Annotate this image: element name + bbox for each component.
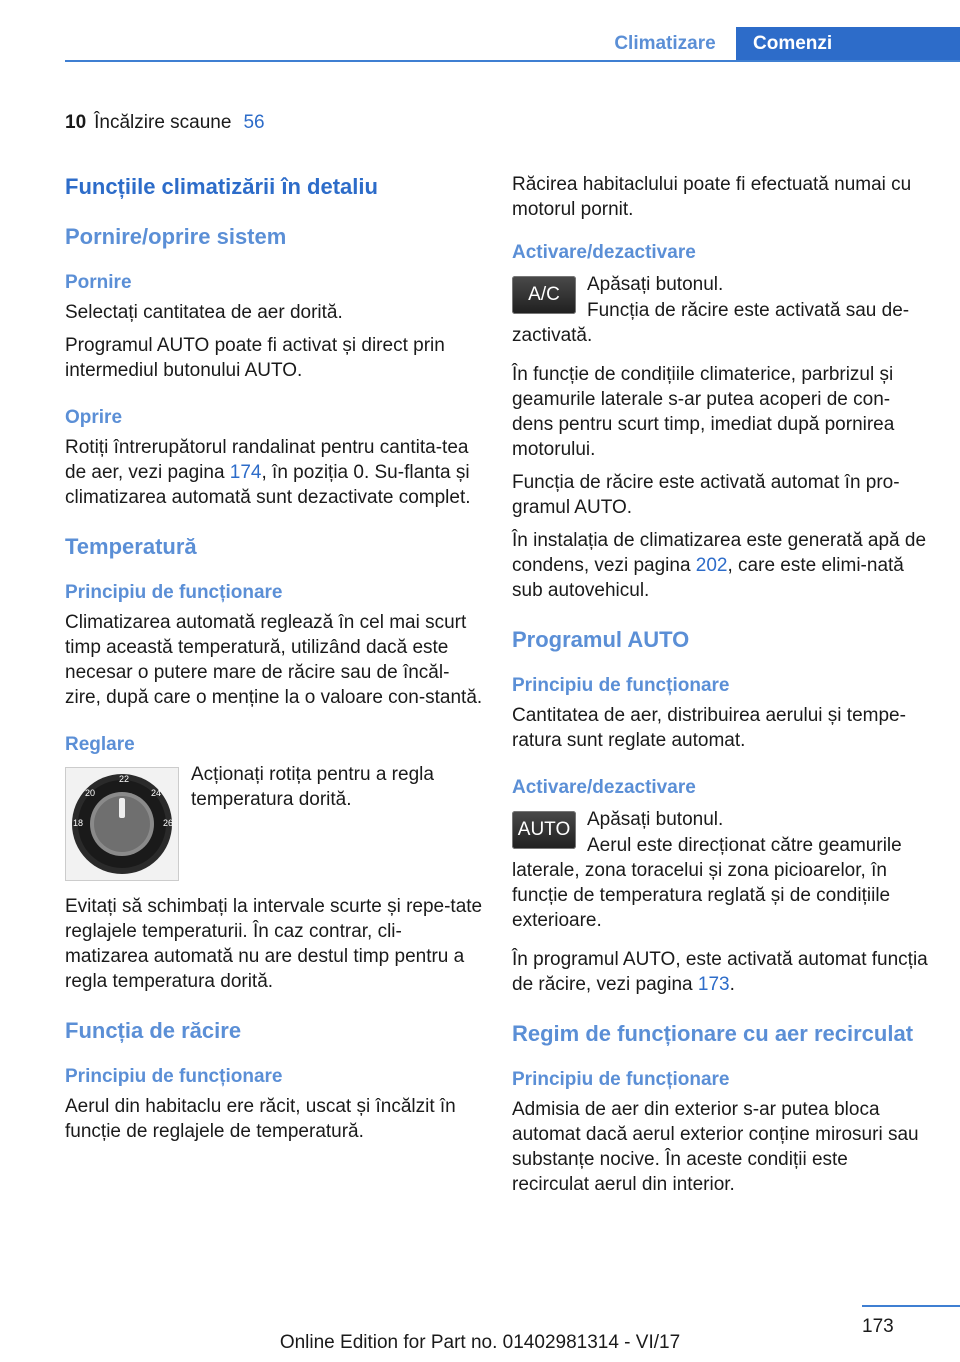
- heading-system: Pornire/oprire sistem: [65, 224, 287, 249]
- dial-label-18: 18: [72, 818, 84, 828]
- para-condensation: În funcție de condițiile climaterice, parbrizul și geamurile laterale s-ar putea acoperi de con-dens pentru scurt timp, imediat după pornirea motorului.: [512, 364, 895, 460]
- auto-button-icon: AUTO: [512, 811, 576, 849]
- temperature-dial-icon: [65, 767, 179, 881]
- para-adjust: Acționați rotița pentru a regla temperatura dorită.: [191, 764, 434, 810]
- heading-principle-4: Principiu de funcționare: [512, 1069, 730, 1090]
- heading-cooling: Funcția de răcire: [65, 1018, 242, 1043]
- dial-label-26: 26: [162, 818, 174, 828]
- dial-label-24: 24: [150, 788, 162, 798]
- link-page-202[interactable]: 202: [695, 555, 728, 576]
- heading-activate-1: Activare/dezactivare: [512, 242, 696, 263]
- ref-number: 10: [65, 112, 87, 133]
- heading-recirculation: Regim de funcționare cu aer recirculat: [512, 1021, 914, 1046]
- para-press-1: Apăsați butonul.: [587, 274, 724, 295]
- para-in-auto: [512, 947, 930, 997]
- para-in-auto-text-b: .: [729, 974, 735, 995]
- heading-auto: Programul AUTO: [512, 627, 690, 652]
- dial-label-22: 22: [118, 774, 130, 784]
- para-auto-cool: Funcția de răcire este activată automat în pro-gramul AUTO.: [512, 472, 900, 518]
- para-water-text-a: În instalația de climatizarea este generată apă de condens, vezi pagina: [512, 530, 927, 576]
- page-number: 173: [862, 1316, 894, 1337]
- heading-start: Pornire: [65, 272, 132, 293]
- section-title: Funcțiile climatizării în detaliu: [65, 174, 378, 199]
- heading-principle: Principiu de funcționare: [65, 582, 283, 603]
- para-stop-text-a: Rotiți întrerupătorul randalinat pentru cantita-tea de aer, vezi pagina: [65, 437, 469, 483]
- top-reference: [65, 112, 265, 134]
- para-press-2: Apăsați butonul.: [587, 809, 724, 830]
- para-in-auto-text-a: În programul AUTO, este activată automat funcția de răcire, vezi pagina: [512, 949, 928, 995]
- link-page-173[interactable]: 173: [697, 974, 730, 995]
- left-column: [65, 172, 485, 1152]
- auto-block: [512, 807, 930, 867]
- para-water-text-b: , care este elimi-nată sub autovehicul.: [512, 555, 904, 601]
- para-cooling-2: Răcirea habitaclului poate fi efectuată numai cu motorul pornit.: [512, 174, 912, 220]
- link-page-174[interactable]: 174: [229, 462, 262, 483]
- tab-climatizare[interactable]: Climatizare: [595, 27, 735, 60]
- ref-page-link[interactable]: 56: [243, 112, 265, 133]
- right-column: [512, 172, 930, 1205]
- footer-edition: Online Edition for Part no. 01402981314 - VI/17: [279, 1332, 681, 1353]
- footer-rule: [862, 1305, 960, 1307]
- dial-label-20: 20: [84, 788, 96, 798]
- ac-block: [512, 272, 930, 332]
- heading-principle-2: Principiu de funcționare: [65, 1066, 283, 1087]
- heading-adjust: Reglare: [65, 734, 135, 755]
- heading-stop: Oprire: [65, 407, 123, 428]
- para-stop-text-b: , în poziția 0. Su-flanta și climatizarea automată sunt dezactivate complet.: [65, 462, 471, 508]
- ref-text: Încălzire scaune: [94, 112, 232, 133]
- para-stop: [65, 435, 485, 510]
- dial-block: [65, 762, 485, 892]
- tab-comenzi[interactable]: Comenzi: [736, 27, 960, 60]
- para-temperature: Climatizarea automată reglează în cel mai scurt timp această temperatură, utilizând dacă este necesar o putere mare de răcire sau de încăl-zire, după care o menține la o valoare con-stantă.: [65, 612, 483, 708]
- header-rule: [65, 60, 960, 62]
- para-auto: Cantitatea de aer, distribuirea aerului și tempe-ratura sunt reglate automat.: [512, 705, 906, 751]
- heading-activate-2: Activare/dezactivare: [512, 777, 696, 798]
- para-water: [512, 528, 930, 603]
- para-cool-on: Funcția de răcire este activată sau de-zactivată.: [512, 300, 910, 346]
- para-start-2: Programul AUTO poate fi activat și direct prin intermediul butonului AUTO.: [65, 335, 445, 381]
- para-recirculation: Admisia de aer din exterior s-ar putea bloca automat dacă aerul exterior conține mirosuri sau substanțe nocive. În aceste condiții este recirculat aerul din interior.: [512, 1099, 919, 1195]
- para-direction: Aerul este direcționat către geamurile laterale, zona toracelui și zona picioarelor, în funcție de temperatura reglată și de condițiile exterioare.: [512, 835, 902, 931]
- para-avoid: Evitați să schimbați la intervale scurte și repe-tate reglajele temperaturii. În caz contrar, cli-matizarea automată nu are destul timp pentru a regla temperatura dorită.: [65, 896, 483, 992]
- para-cooling: Aerul din habitaclu ere răcit, uscat și încălzit în funcție de reglajele de temperatură.: [65, 1096, 456, 1142]
- para-start-1: Selectați cantitatea de aer dorită.: [65, 302, 343, 323]
- ac-button-icon: A/C: [512, 276, 576, 314]
- heading-temperature: Temperatură: [65, 534, 197, 559]
- heading-principle-3: Principiu de funcționare: [512, 675, 730, 696]
